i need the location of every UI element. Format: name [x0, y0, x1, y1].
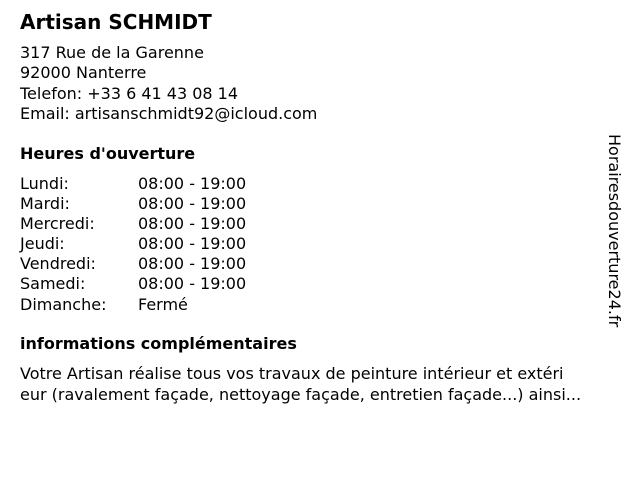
additional-info-text	[20, 364, 632, 405]
hours-row-mardi	[20, 194, 246, 214]
hours-day-label: Dimanche:	[20, 294, 107, 314]
description-line-1: Votre Artisan réalise tous vos travaux de peinture intérieur et extéri	[20, 364, 564, 383]
hours-time-value: 08:00 - 19:00	[138, 234, 247, 254]
additional-info-heading: informations complémentaires	[20, 334, 297, 353]
address-street: 317 Rue de la Garenne	[20, 43, 204, 62]
hours-row-samedi	[20, 274, 246, 294]
hours-row-vendredi	[20, 254, 246, 274]
hours-row-lundi	[20, 174, 246, 194]
hours-time-value: Fermé	[138, 294, 188, 314]
opening-hours-table	[20, 174, 246, 315]
hours-time-value: 08:00 - 19:00	[138, 274, 247, 294]
hours-day-label: Mercredi:	[20, 214, 95, 234]
hours-row-jeudi	[20, 234, 246, 254]
hours-time-value: 08:00 - 19:00	[138, 254, 247, 274]
hours-day-label: Vendredi:	[20, 254, 96, 274]
hours-time-value: 08:00 - 19:00	[138, 194, 247, 214]
hours-day-label: Lundi:	[20, 174, 69, 193]
description-line-2: eur (ravalement façade, nettoyage façade, entretien façade...) ainsi...	[20, 384, 582, 404]
hours-time-value: 08:00 - 19:00	[138, 174, 247, 193]
opening-hours-heading: Heures d'ouverture	[20, 144, 196, 163]
contact-block	[20, 43, 317, 124]
email-line: Email: artisanschmidt92@icloud.com	[20, 103, 318, 123]
hours-row-dimanche	[20, 295, 246, 315]
hours-time-value: 08:00 - 19:00	[138, 214, 247, 234]
hours-day-label: Mardi:	[20, 194, 70, 214]
hours-day-label: Jeudi:	[20, 234, 65, 254]
address-city: 92000 Nanterre	[20, 63, 147, 83]
phone-line: Telefon: +33 6 41 43 08 14	[20, 83, 239, 103]
business-name: Artisan SCHMIDT	[20, 10, 212, 34]
hours-day-label: Samedi:	[20, 274, 86, 294]
site-watermark: Horairesdouverture24.fr	[605, 134, 624, 328]
hours-row-mercredi	[20, 214, 246, 234]
